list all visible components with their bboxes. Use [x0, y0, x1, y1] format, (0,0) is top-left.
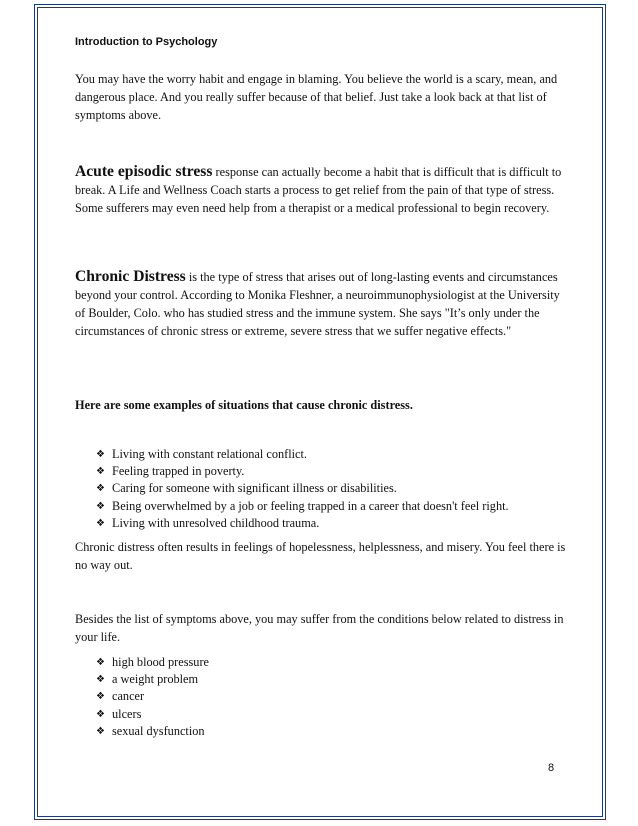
diamond-bullet-icon: ❖	[96, 449, 105, 460]
paragraph-text	[75, 268, 570, 340]
list-item: ❖ Living with constant relational conflict.	[96, 446, 509, 463]
list-conditions	[96, 654, 209, 740]
list-item: ❖ cancer	[96, 688, 209, 705]
paragraph-body: is the type of stress that arises out of long-lasting events and circumstances beyond your control. According to Monika Fleshner, a neuroimmunophysiologist at the University of Boulder, Colo. who has studied stress and the immune system. She says "It’s only under the circumstances of chronic stress or extreme, severe stress that we suffer negative effects."	[75, 270, 560, 338]
page-number: 8	[548, 762, 555, 774]
list-item: ❖ ulcers	[96, 706, 209, 723]
list-item: ❖ Feeling trapped in poverty.	[96, 463, 509, 480]
diamond-bullet-icon: ❖	[96, 466, 105, 478]
diamond-bullet-icon: ❖	[96, 500, 105, 512]
paragraph-acute-episodic	[75, 163, 570, 217]
paragraph-text: You may have the worry habit and engage in blaming. You believe the world is a scary, mean, and dangerous place. And you really suffer because of that belief. Just take a look back at that list of symptoms above.	[75, 72, 558, 122]
list-item: ❖ Being overwhelmed by a job or feeling trapped in a career that doesn't feel right.	[96, 498, 509, 515]
list-item: ❖ Caring for someone with significant illness or disabilities.	[96, 480, 509, 497]
paragraph-conditions-intro	[75, 610, 570, 646]
paragraph-text: Besides the list of symptoms above, you may suffer from the conditions below related to distress in your life.	[75, 612, 564, 644]
paragraph-chronic-distress	[75, 268, 570, 340]
paragraph-text	[75, 163, 570, 217]
diamond-bullet-icon: ❖	[96, 708, 105, 720]
diamond-bullet-icon: ❖	[96, 725, 105, 737]
list-item: ❖ a weight problem	[96, 671, 209, 688]
diamond-bullet-icon: ❖	[96, 483, 105, 495]
paragraph-body: response can actually become a habit that is difficult that is difficult to break. A Life and Wellness Coach starts a process to get relief from the pain of that type of stress. Some sufferers may even need help from a therapist or a medical professional to begin recovery.	[75, 165, 562, 215]
list-item: ❖ Living with unresolved childhood trauma.	[96, 515, 509, 532]
diamond-bullet-icon: ❖	[96, 657, 105, 668]
diamond-bullet-icon: ❖	[96, 691, 105, 703]
list-item: ❖ high blood pressure	[96, 654, 209, 671]
paragraph-examples-intro	[75, 396, 570, 414]
term-chronic-distress: Chronic Distress	[75, 268, 186, 285]
diamond-bullet-icon: ❖	[96, 517, 105, 529]
list-item: ❖ sexual dysfunction	[96, 723, 209, 740]
paragraph-hopelessness	[75, 538, 570, 574]
list-chronic-situations	[96, 446, 509, 532]
term-acute-episodic-stress: Acute episodic stress	[75, 163, 213, 180]
paragraph-text: Chronic distress often results in feelings of hopelessness, helplessness, and misery. You feel there is no way out.	[75, 540, 566, 572]
page-header: Introduction to Psychology	[75, 36, 218, 48]
paragraph-text: Here are some examples of situations that cause chronic distress.	[75, 398, 413, 412]
diamond-bullet-icon: ❖	[96, 674, 105, 686]
paragraph-worry-habit	[75, 70, 570, 124]
